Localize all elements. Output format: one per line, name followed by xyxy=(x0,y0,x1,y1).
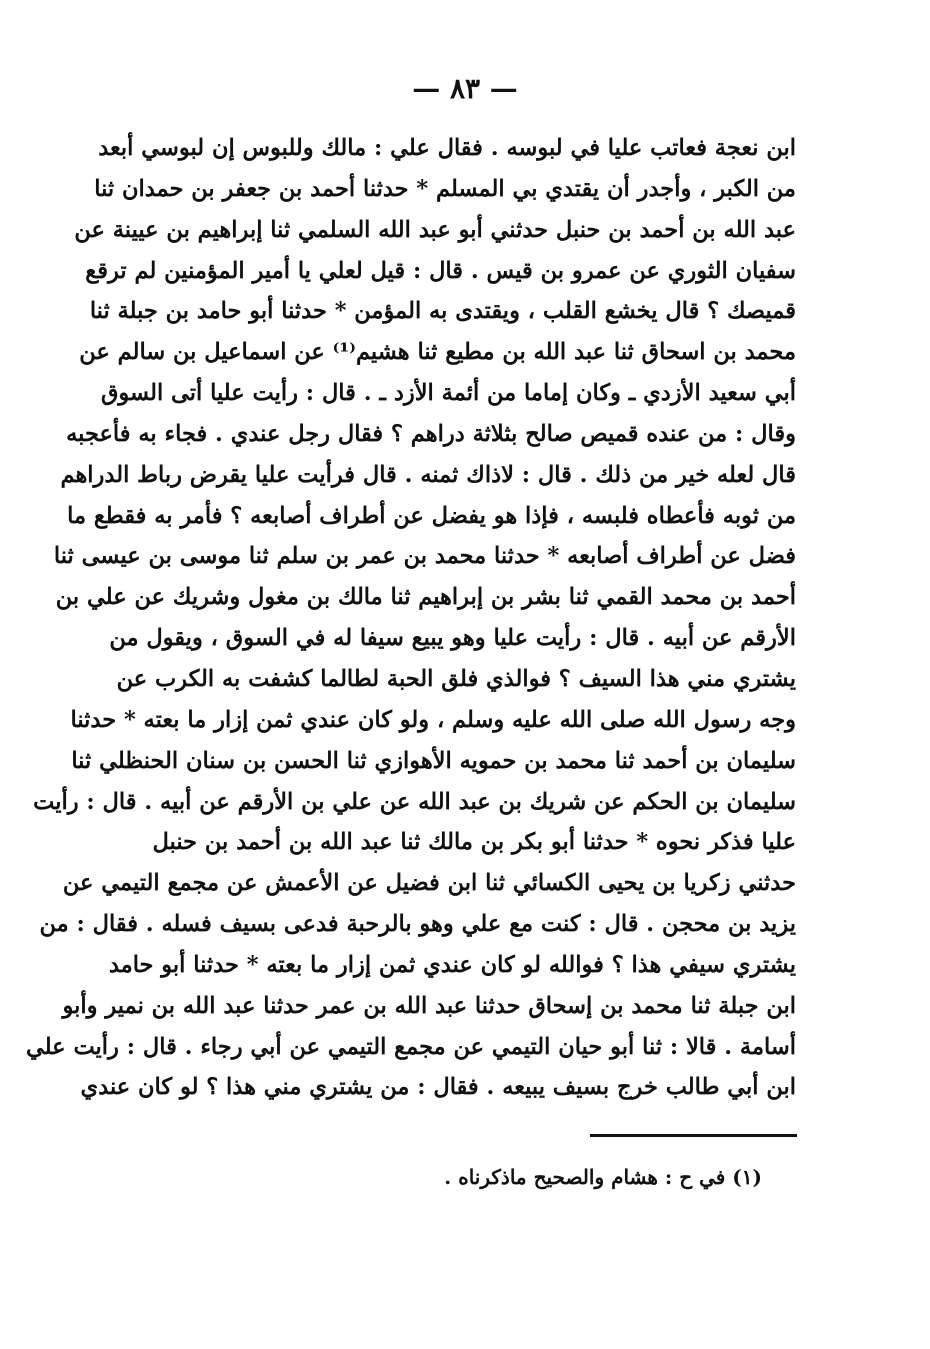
text-line: عليا فذكر نحوه * حدثنا أبو بكر بن مالك ثنا عبد الله بن أحمد بن حنبل xyxy=(152,829,796,856)
text-line: الأرقم عن أبيه . قال : رأيت عليا وهو يبيع سيفا له في السوق ، ويقول من xyxy=(109,625,796,652)
text-line: ابن نعجة فعاتب عليا في لبوسه . فقال علي : مالك وللبوس إن لبوسي أبعد xyxy=(98,135,796,161)
text-line: ابن جبلة ثنا محمد بن إسحاق حدثنا عبد الله بن عمر حدثنا عبد الله بن نمير وأبو xyxy=(62,992,796,1019)
text-line: يشتري سيفي هذا ؟ فوالله لو كان عندي ثمن إزار ما بعته * حدثنا أبو حامد xyxy=(108,951,796,978)
text-line: من ثوبه فأعطاه فلبسه ، فإذا هو يفضل عن أطراف أصابعه ؟ فأمر به فقطع ما xyxy=(67,502,796,529)
text-line: وقال : من عنده قميص صالح بثلاثة دراهم ؟ فقال رجل عندي . فجاء به فأعجبه xyxy=(66,420,796,447)
text-line: فضل عن أطراف أصابعه * حدثنا محمد بن عمر بن سلم ثنا موسى بن عيسى ثنا xyxy=(53,543,796,570)
text-line: حدثني زكريا بن يحيى الكسائي ثنا ابن فضيل عن الأعمش عن مجمع التيمي عن xyxy=(62,870,796,897)
text-line: قميصك ؟ قال يخشع القلب ، ويقتدى به المؤمن * حدثنا أبو حامد بن جبلة ثنا xyxy=(89,298,796,325)
text-line: أسامة . قالا : ثنا أبو حيان التيمي عن مجمع التيمي عن أبي رجاء . قال : رأيت علي xyxy=(25,1033,796,1060)
text-line: قال لعله خير من ذلك . قال : لاذاك ثمنه . قال فرأيت عليا يقرض رباط الدراهم xyxy=(60,461,796,488)
text-line: سليمان بن أحمد ثنا محمد بن حمويه الأهوازي ثنا الحسن بن سنان الحنظلي ثنا xyxy=(71,747,796,774)
text-line: أحمد بن محمد القمي ثنا بشر بن إبراهيم ثنا مالك بن مغول وشريك عن علي بن xyxy=(55,584,796,611)
text-line: عبد الله بن أحمد بن حنبل حدثني أبو عبد الله السلمي ثنا إبراهيم بن عيينة عن xyxy=(74,216,796,243)
text-line: سفيان الثوري عن عمرو بن قيس . قال : قيل لعلي يا أمير المؤمنين لم ترقع xyxy=(85,257,796,284)
text-line: يشتري مني هذا السيف ؟ فوالذي فلق الحبة لطالما كشفت به الكرب عن xyxy=(116,665,796,692)
page-number: — ٨٣ — xyxy=(412,72,518,105)
footnote: (١) في ح : هشام والصحيح ماذكرناه . xyxy=(444,1165,762,1189)
text-line: وجه رسول الله صلى الله عليه وسلم ، ولو كان عندي ثمن إزار ما بعته * حدثنا xyxy=(70,706,796,733)
text-line: أبي سعيد الأزدي ـ وكان إماما من أئمة الأزد ـ . قال : رأيت عليا أتى السوق xyxy=(100,380,796,407)
text-line: محمد بن اسحاق ثنا عبد الله بن مطيع ثنا هشيم⁽¹⁾ عن اسماعيل بن سالم عن xyxy=(79,339,796,366)
body-text xyxy=(25,128,796,1108)
text-line: يزيد بن محجن . قال : كنت مع علي وهو بالرحبة فدعى بسيف فسله . فقال : من xyxy=(39,911,796,938)
text-line: سليمان بن الحكم عن شريك بن عبد الله عن علي بن الأرقم عن أبيه . قال : رأيت xyxy=(33,788,796,815)
text-line: ابن أبي طالب خرج بسيف يبيعه . فقال : من يشتري مني هذا ؟ لو كان عندي xyxy=(80,1074,796,1101)
text-line: من الكبر ، وأجدر أن يقتدي بي المسلم * حدثنا أحمد بن جعفر بن حمدان ثنا xyxy=(94,175,796,202)
footnote-rule xyxy=(590,1134,797,1137)
